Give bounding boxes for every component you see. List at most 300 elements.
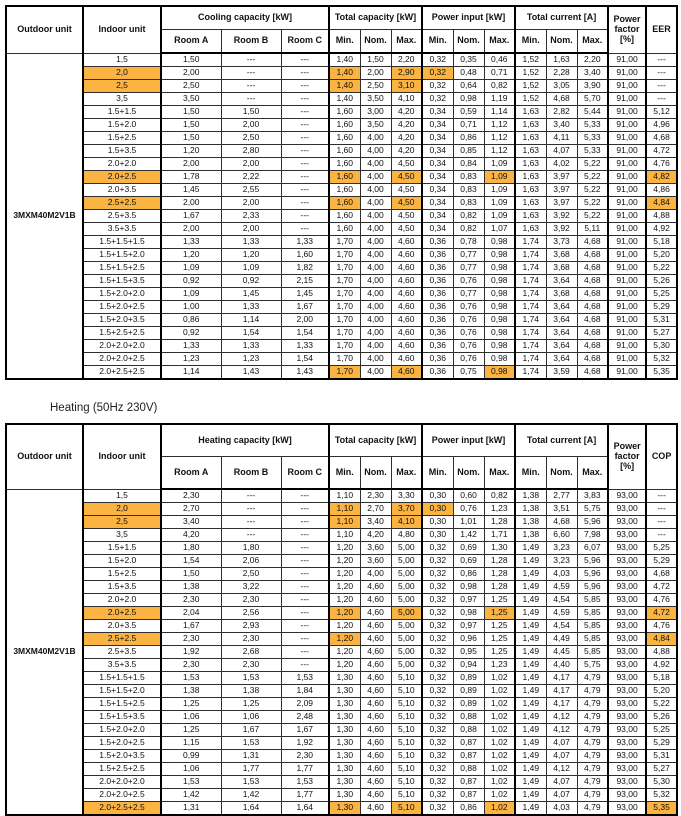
value-cell: 1,63 <box>515 106 546 119</box>
table-row <box>6 542 677 555</box>
outdoor-unit-cell: 3MXM40M2V1B <box>6 53 83 379</box>
power-factor-header: Power factor [%] <box>608 6 646 53</box>
room-c-header: Room C <box>281 30 329 54</box>
value-cell: 1,52 <box>515 80 546 93</box>
value-cell: 0,97 <box>453 620 484 633</box>
value-cell: 4,00 <box>360 184 391 197</box>
value-cell: 1,49 <box>515 763 546 776</box>
value-cell: --- <box>646 67 677 80</box>
value-cell: 4,68 <box>577 249 608 262</box>
value-cell: 5,30 <box>646 340 677 353</box>
value-cell: 93,00 <box>608 503 646 516</box>
value-cell: 5,10 <box>391 750 422 763</box>
value-cell: 0,87 <box>453 776 484 789</box>
value-cell: --- <box>281 516 329 529</box>
value-cell: 4,79 <box>577 750 608 763</box>
value-cell: 5,00 <box>391 555 422 568</box>
value-cell: 1,19 <box>484 93 515 106</box>
value-cell: 0,32 <box>422 581 453 594</box>
indoor-unit-cell: 1.5+1.5+2.0 <box>83 249 161 262</box>
value-cell: 1,60 <box>329 119 360 132</box>
cooling-capacity-table <box>5 5 678 380</box>
value-cell: 93,00 <box>608 750 646 763</box>
value-cell: 93,00 <box>608 698 646 711</box>
value-cell: 1,09 <box>484 210 515 223</box>
pi-min-header: Min. <box>422 30 453 54</box>
value-cell: 4,60 <box>360 789 391 802</box>
value-cell: 5,20 <box>646 249 677 262</box>
value-cell: 0,71 <box>484 67 515 80</box>
value-cell: 5,70 <box>577 93 608 106</box>
value-cell: 4,60 <box>360 711 391 724</box>
value-cell: 4,60 <box>391 288 422 301</box>
table-row <box>6 314 677 327</box>
value-cell: --- <box>281 106 329 119</box>
value-cell: --- <box>281 119 329 132</box>
value-cell: 0,98 <box>453 93 484 106</box>
cur-min-header: Min. <box>515 30 546 54</box>
value-cell: 2,22 <box>221 171 281 184</box>
value-cell: 0,94 <box>453 659 484 672</box>
value-cell: 1,07 <box>484 223 515 236</box>
value-cell: 1,38 <box>515 529 546 542</box>
table-row <box>6 80 677 93</box>
value-cell: 0,36 <box>422 262 453 275</box>
value-cell: 2,06 <box>221 555 281 568</box>
value-cell: 1,63 <box>515 132 546 145</box>
indoor-unit-cell: 2.0+2.5 <box>83 607 161 620</box>
value-cell: 4,11 <box>546 132 577 145</box>
value-cell: 5,29 <box>646 737 677 750</box>
indoor-unit-cell: 1.5+2.0+2.5 <box>83 737 161 750</box>
value-cell: 4,60 <box>360 659 391 672</box>
value-cell: 0,32 <box>422 685 453 698</box>
value-cell: 1,50 <box>221 106 281 119</box>
value-cell: 93,00 <box>608 789 646 802</box>
table-row <box>6 132 677 145</box>
value-cell: 0,36 <box>422 288 453 301</box>
value-cell: 4,72 <box>646 607 677 620</box>
value-cell: 1,52 <box>515 53 546 67</box>
value-cell: 4,03 <box>546 802 577 816</box>
value-cell: 5,00 <box>391 646 422 659</box>
value-cell: 91,00 <box>608 67 646 80</box>
value-cell: --- <box>281 659 329 672</box>
indoor-unit-cell: 2.0+2.5+2.5 <box>83 802 161 816</box>
value-cell: 91,00 <box>608 236 646 249</box>
value-cell: --- <box>281 581 329 594</box>
value-cell: --- <box>281 184 329 197</box>
value-cell: 0,86 <box>453 802 484 816</box>
value-cell: 0,88 <box>453 711 484 724</box>
value-cell: 4,07 <box>546 789 577 802</box>
value-cell: 1,02 <box>484 750 515 763</box>
value-cell: 0,32 <box>422 620 453 633</box>
value-cell: 4,96 <box>646 119 677 132</box>
value-cell: 1,25 <box>484 607 515 620</box>
value-cell: 1,80 <box>221 542 281 555</box>
value-cell: 0,35 <box>453 53 484 67</box>
indoor-unit-cell: 2.0+2.0+2.5 <box>83 789 161 802</box>
value-cell: 0,69 <box>453 542 484 555</box>
value-cell: 91,00 <box>608 53 646 67</box>
value-cell: 1,67 <box>281 724 329 737</box>
value-cell: 0,32 <box>422 659 453 672</box>
value-cell: 1,74 <box>515 366 546 380</box>
value-cell: 1,49 <box>515 607 546 620</box>
value-cell: 0,34 <box>422 184 453 197</box>
indoor-unit-cell: 1.5+2.0+2.0 <box>83 724 161 737</box>
value-cell: 5,10 <box>391 802 422 816</box>
value-cell: 3,97 <box>546 197 577 210</box>
value-cell: 2,70 <box>161 503 221 516</box>
value-cell: 1,54 <box>221 327 281 340</box>
value-cell: 1,53 <box>161 672 221 685</box>
value-cell: --- <box>281 646 329 659</box>
value-cell: 1,42 <box>453 529 484 542</box>
value-cell: 1,31 <box>221 750 281 763</box>
value-cell: 5,22 <box>577 171 608 184</box>
value-cell: 1,64 <box>281 802 329 816</box>
value-cell: 1,53 <box>221 737 281 750</box>
value-cell: 0,82 <box>484 80 515 93</box>
value-cell: --- <box>281 633 329 646</box>
value-cell: 1,52 <box>515 93 546 106</box>
value-cell: 1,06 <box>221 711 281 724</box>
value-cell: 4,76 <box>646 594 677 607</box>
value-cell: 1,02 <box>484 685 515 698</box>
value-cell: 93,00 <box>608 737 646 750</box>
value-cell: 1,70 <box>329 366 360 380</box>
value-cell: 4,00 <box>360 262 391 275</box>
value-cell: 5,35 <box>646 802 677 816</box>
value-cell: 5,10 <box>391 711 422 724</box>
value-cell: 1,92 <box>161 646 221 659</box>
cur-nom-header: Nom. <box>546 30 577 54</box>
room-b-header: Room B <box>221 457 281 490</box>
value-cell: 1,49 <box>515 685 546 698</box>
indoor-unit-cell: 3.5+3.5 <box>83 659 161 672</box>
value-cell: 2,30 <box>161 633 221 646</box>
table-row <box>6 698 677 711</box>
value-cell: 0,98 <box>484 275 515 288</box>
value-cell: 1,23 <box>161 353 221 366</box>
value-cell: 1,74 <box>515 340 546 353</box>
value-cell: 4,79 <box>577 724 608 737</box>
value-cell: 1,09 <box>484 171 515 184</box>
value-cell: 1,74 <box>515 301 546 314</box>
value-cell: 5,29 <box>646 301 677 314</box>
total-current-group-header: Total current [A] <box>515 6 608 30</box>
table-row <box>6 262 677 275</box>
value-cell: 4,68 <box>577 301 608 314</box>
value-cell: 1,50 <box>161 53 221 67</box>
value-cell: 93,00 <box>608 516 646 529</box>
value-cell: 2,30 <box>161 594 221 607</box>
value-cell: --- <box>281 93 329 106</box>
table-row <box>6 516 677 529</box>
table-row <box>6 288 677 301</box>
value-cell: --- <box>281 197 329 210</box>
value-cell: 1,67 <box>161 620 221 633</box>
value-cell: 3,92 <box>546 223 577 236</box>
value-cell: 1,50 <box>161 119 221 132</box>
value-cell: 1,63 <box>515 210 546 223</box>
value-cell: 2,04 <box>161 607 221 620</box>
value-cell: 1,70 <box>329 262 360 275</box>
value-cell: 4,00 <box>360 301 391 314</box>
value-cell: 5,22 <box>646 698 677 711</box>
outdoor-unit-header: Outdoor unit <box>6 6 83 53</box>
table-row <box>6 737 677 750</box>
value-cell: 91,00 <box>608 93 646 106</box>
value-cell: 2,20 <box>577 53 608 67</box>
value-cell: 5,22 <box>577 184 608 197</box>
value-cell: 93,00 <box>608 620 646 633</box>
value-cell: 3,64 <box>546 327 577 340</box>
eer-header: EER <box>646 6 677 53</box>
value-cell: 93,00 <box>608 633 646 646</box>
value-cell: --- <box>281 171 329 184</box>
value-cell: 1,49 <box>515 620 546 633</box>
value-cell: 0,97 <box>453 594 484 607</box>
table-row <box>6 555 677 568</box>
value-cell: 1,63 <box>515 119 546 132</box>
value-cell: 2,93 <box>221 620 281 633</box>
value-cell: --- <box>646 529 677 542</box>
value-cell: --- <box>281 594 329 607</box>
value-cell: 4,79 <box>577 763 608 776</box>
value-cell: 5,27 <box>646 763 677 776</box>
value-cell: 1,40 <box>329 53 360 67</box>
value-cell: 3,50 <box>360 93 391 106</box>
value-cell: 4,54 <box>546 594 577 607</box>
tc-min-header: Min. <box>329 457 360 490</box>
indoor-unit-cell: 3.5+3.5 <box>83 223 161 236</box>
value-cell: 4,60 <box>360 607 391 620</box>
value-cell: --- <box>281 620 329 633</box>
value-cell: 1,74 <box>515 236 546 249</box>
value-cell: 3,00 <box>360 106 391 119</box>
value-cell: 5,25 <box>646 542 677 555</box>
value-cell: --- <box>281 158 329 171</box>
value-cell: 0,76 <box>453 503 484 516</box>
value-cell: 5,10 <box>391 698 422 711</box>
value-cell: 2,09 <box>281 698 329 711</box>
value-cell: 1,02 <box>484 776 515 789</box>
value-cell: 0,76 <box>453 301 484 314</box>
value-cell: 5,75 <box>577 503 608 516</box>
value-cell: --- <box>281 223 329 236</box>
value-cell: 3,40 <box>161 516 221 529</box>
table-row <box>6 353 677 366</box>
value-cell: 0,82 <box>453 210 484 223</box>
value-cell: 1,02 <box>484 724 515 737</box>
outdoor-unit-cell: 3MXM40M2V1B <box>6 489 83 815</box>
value-cell: 0,69 <box>453 555 484 568</box>
table-row <box>6 223 677 236</box>
value-cell: 1,02 <box>484 711 515 724</box>
value-cell: 1,60 <box>329 184 360 197</box>
value-cell: 1,60 <box>329 171 360 184</box>
value-cell: 1,70 <box>329 301 360 314</box>
value-cell: 4,60 <box>391 236 422 249</box>
value-cell: 3,10 <box>391 80 422 93</box>
value-cell: 2,50 <box>221 568 281 581</box>
value-cell: 4,20 <box>391 132 422 145</box>
value-cell: 1,40 <box>329 67 360 80</box>
value-cell: 1,43 <box>221 366 281 380</box>
value-cell: 2,30 <box>221 594 281 607</box>
table-row <box>6 685 677 698</box>
table-row <box>6 366 677 380</box>
value-cell: 0,46 <box>484 53 515 67</box>
value-cell: 1,60 <box>329 145 360 158</box>
value-cell: 4,07 <box>546 737 577 750</box>
heating-section-label: Heating (50Hz 230V) <box>50 402 158 414</box>
indoor-unit-cell: 1.5+2.5+2.5 <box>83 327 161 340</box>
value-cell: 4,92 <box>646 659 677 672</box>
value-cell: 4,80 <box>391 529 422 542</box>
value-cell: 4,20 <box>391 119 422 132</box>
value-cell: 91,00 <box>608 262 646 275</box>
value-cell: 5,96 <box>577 581 608 594</box>
value-cell: 1,25 <box>484 633 515 646</box>
value-cell: 5,10 <box>391 789 422 802</box>
value-cell: 1,63 <box>515 184 546 197</box>
value-cell: 5,31 <box>646 750 677 763</box>
value-cell: 1,25 <box>484 620 515 633</box>
value-cell: 93,00 <box>608 763 646 776</box>
value-cell: --- <box>221 67 281 80</box>
value-cell: 1,06 <box>161 711 221 724</box>
value-cell: 5,22 <box>577 197 608 210</box>
value-cell: 0,36 <box>422 314 453 327</box>
value-cell: 0,82 <box>484 489 515 503</box>
indoor-unit-cell: 2.0+2.5 <box>83 171 161 184</box>
value-cell: --- <box>281 542 329 555</box>
value-cell: 4,76 <box>646 158 677 171</box>
table-row <box>6 93 677 106</box>
value-cell: 1,25 <box>484 646 515 659</box>
value-cell: 2,56 <box>221 607 281 620</box>
value-cell: 0,86 <box>453 568 484 581</box>
indoor-unit-cell: 2.0+2.0+2.0 <box>83 340 161 353</box>
value-cell: --- <box>221 503 281 516</box>
value-cell: 0,76 <box>453 327 484 340</box>
value-cell: 1,38 <box>161 581 221 594</box>
value-cell: 1,54 <box>281 353 329 366</box>
heating-capacity-group-header: Heating capacity [kW] <box>161 424 329 457</box>
value-cell: 1,77 <box>221 763 281 776</box>
value-cell: 1,09 <box>484 184 515 197</box>
value-cell: 1,09 <box>484 158 515 171</box>
cur-max-header: Max. <box>577 30 608 54</box>
value-cell: 1,20 <box>221 249 281 262</box>
value-cell: 1,33 <box>221 340 281 353</box>
table-row <box>6 171 677 184</box>
table-row <box>6 236 677 249</box>
value-cell: 4,50 <box>391 197 422 210</box>
value-cell: 0,87 <box>453 789 484 802</box>
value-cell: 4,60 <box>360 633 391 646</box>
value-cell: 1,70 <box>329 288 360 301</box>
value-cell: 1,63 <box>515 171 546 184</box>
value-cell: 91,00 <box>608 171 646 184</box>
value-cell: --- <box>281 529 329 542</box>
value-cell: 2,30 <box>221 659 281 672</box>
value-cell: 2,50 <box>221 132 281 145</box>
value-cell: 91,00 <box>608 301 646 314</box>
value-cell: 2,15 <box>281 275 329 288</box>
value-cell: 1,12 <box>484 119 515 132</box>
table-row <box>6 210 677 223</box>
value-cell: 1,60 <box>281 249 329 262</box>
value-cell: 5,00 <box>391 659 422 672</box>
value-cell: 4,60 <box>391 327 422 340</box>
value-cell: 4,54 <box>546 620 577 633</box>
value-cell: 1,60 <box>329 158 360 171</box>
value-cell: 1,42 <box>221 789 281 802</box>
value-cell: 0,32 <box>422 93 453 106</box>
value-cell: 5,29 <box>646 555 677 568</box>
indoor-unit-cell: 2,5 <box>83 80 161 93</box>
value-cell: 0,34 <box>422 145 453 158</box>
table-row <box>6 106 677 119</box>
value-cell: 4,00 <box>360 171 391 184</box>
indoor-unit-cell: 2,5 <box>83 516 161 529</box>
value-cell: 4,79 <box>577 698 608 711</box>
value-cell: 93,00 <box>608 568 646 581</box>
value-cell: 1,49 <box>515 737 546 750</box>
value-cell: 91,00 <box>608 119 646 132</box>
table-row <box>6 711 677 724</box>
value-cell: --- <box>281 568 329 581</box>
table-row <box>6 802 677 816</box>
value-cell: 4,10 <box>391 93 422 106</box>
value-cell: 4,84 <box>646 633 677 646</box>
value-cell: 5,25 <box>646 724 677 737</box>
value-cell: 1,09 <box>161 262 221 275</box>
value-cell: 2,30 <box>360 489 391 503</box>
value-cell: 93,00 <box>608 581 646 594</box>
tc-max-header: Max. <box>391 457 422 490</box>
value-cell: 0,36 <box>422 236 453 249</box>
total-capacity-group-header: Total capacity [kW] <box>329 6 422 30</box>
value-cell: 1,30 <box>329 698 360 711</box>
value-cell: 0,34 <box>422 119 453 132</box>
value-cell: 0,36 <box>422 353 453 366</box>
indoor-unit-cell: 1.5+2.0 <box>83 555 161 568</box>
pi-nom-header: Nom. <box>453 457 484 490</box>
value-cell: 5,85 <box>577 646 608 659</box>
value-cell: 1,84 <box>281 685 329 698</box>
value-cell: 0,84 <box>453 158 484 171</box>
value-cell: 1,12 <box>484 145 515 158</box>
value-cell: 5,26 <box>646 711 677 724</box>
value-cell: 1,77 <box>281 763 329 776</box>
indoor-unit-cell: 1.5+2.0+2.5 <box>83 301 161 314</box>
value-cell: 5,00 <box>391 620 422 633</box>
value-cell: 3,73 <box>546 236 577 249</box>
value-cell: 4,68 <box>577 340 608 353</box>
value-cell: 4,60 <box>360 594 391 607</box>
value-cell: 2,00 <box>221 158 281 171</box>
value-cell: 1,30 <box>329 711 360 724</box>
value-cell: 0,82 <box>453 223 484 236</box>
table-row <box>6 327 677 340</box>
value-cell: --- <box>221 93 281 106</box>
